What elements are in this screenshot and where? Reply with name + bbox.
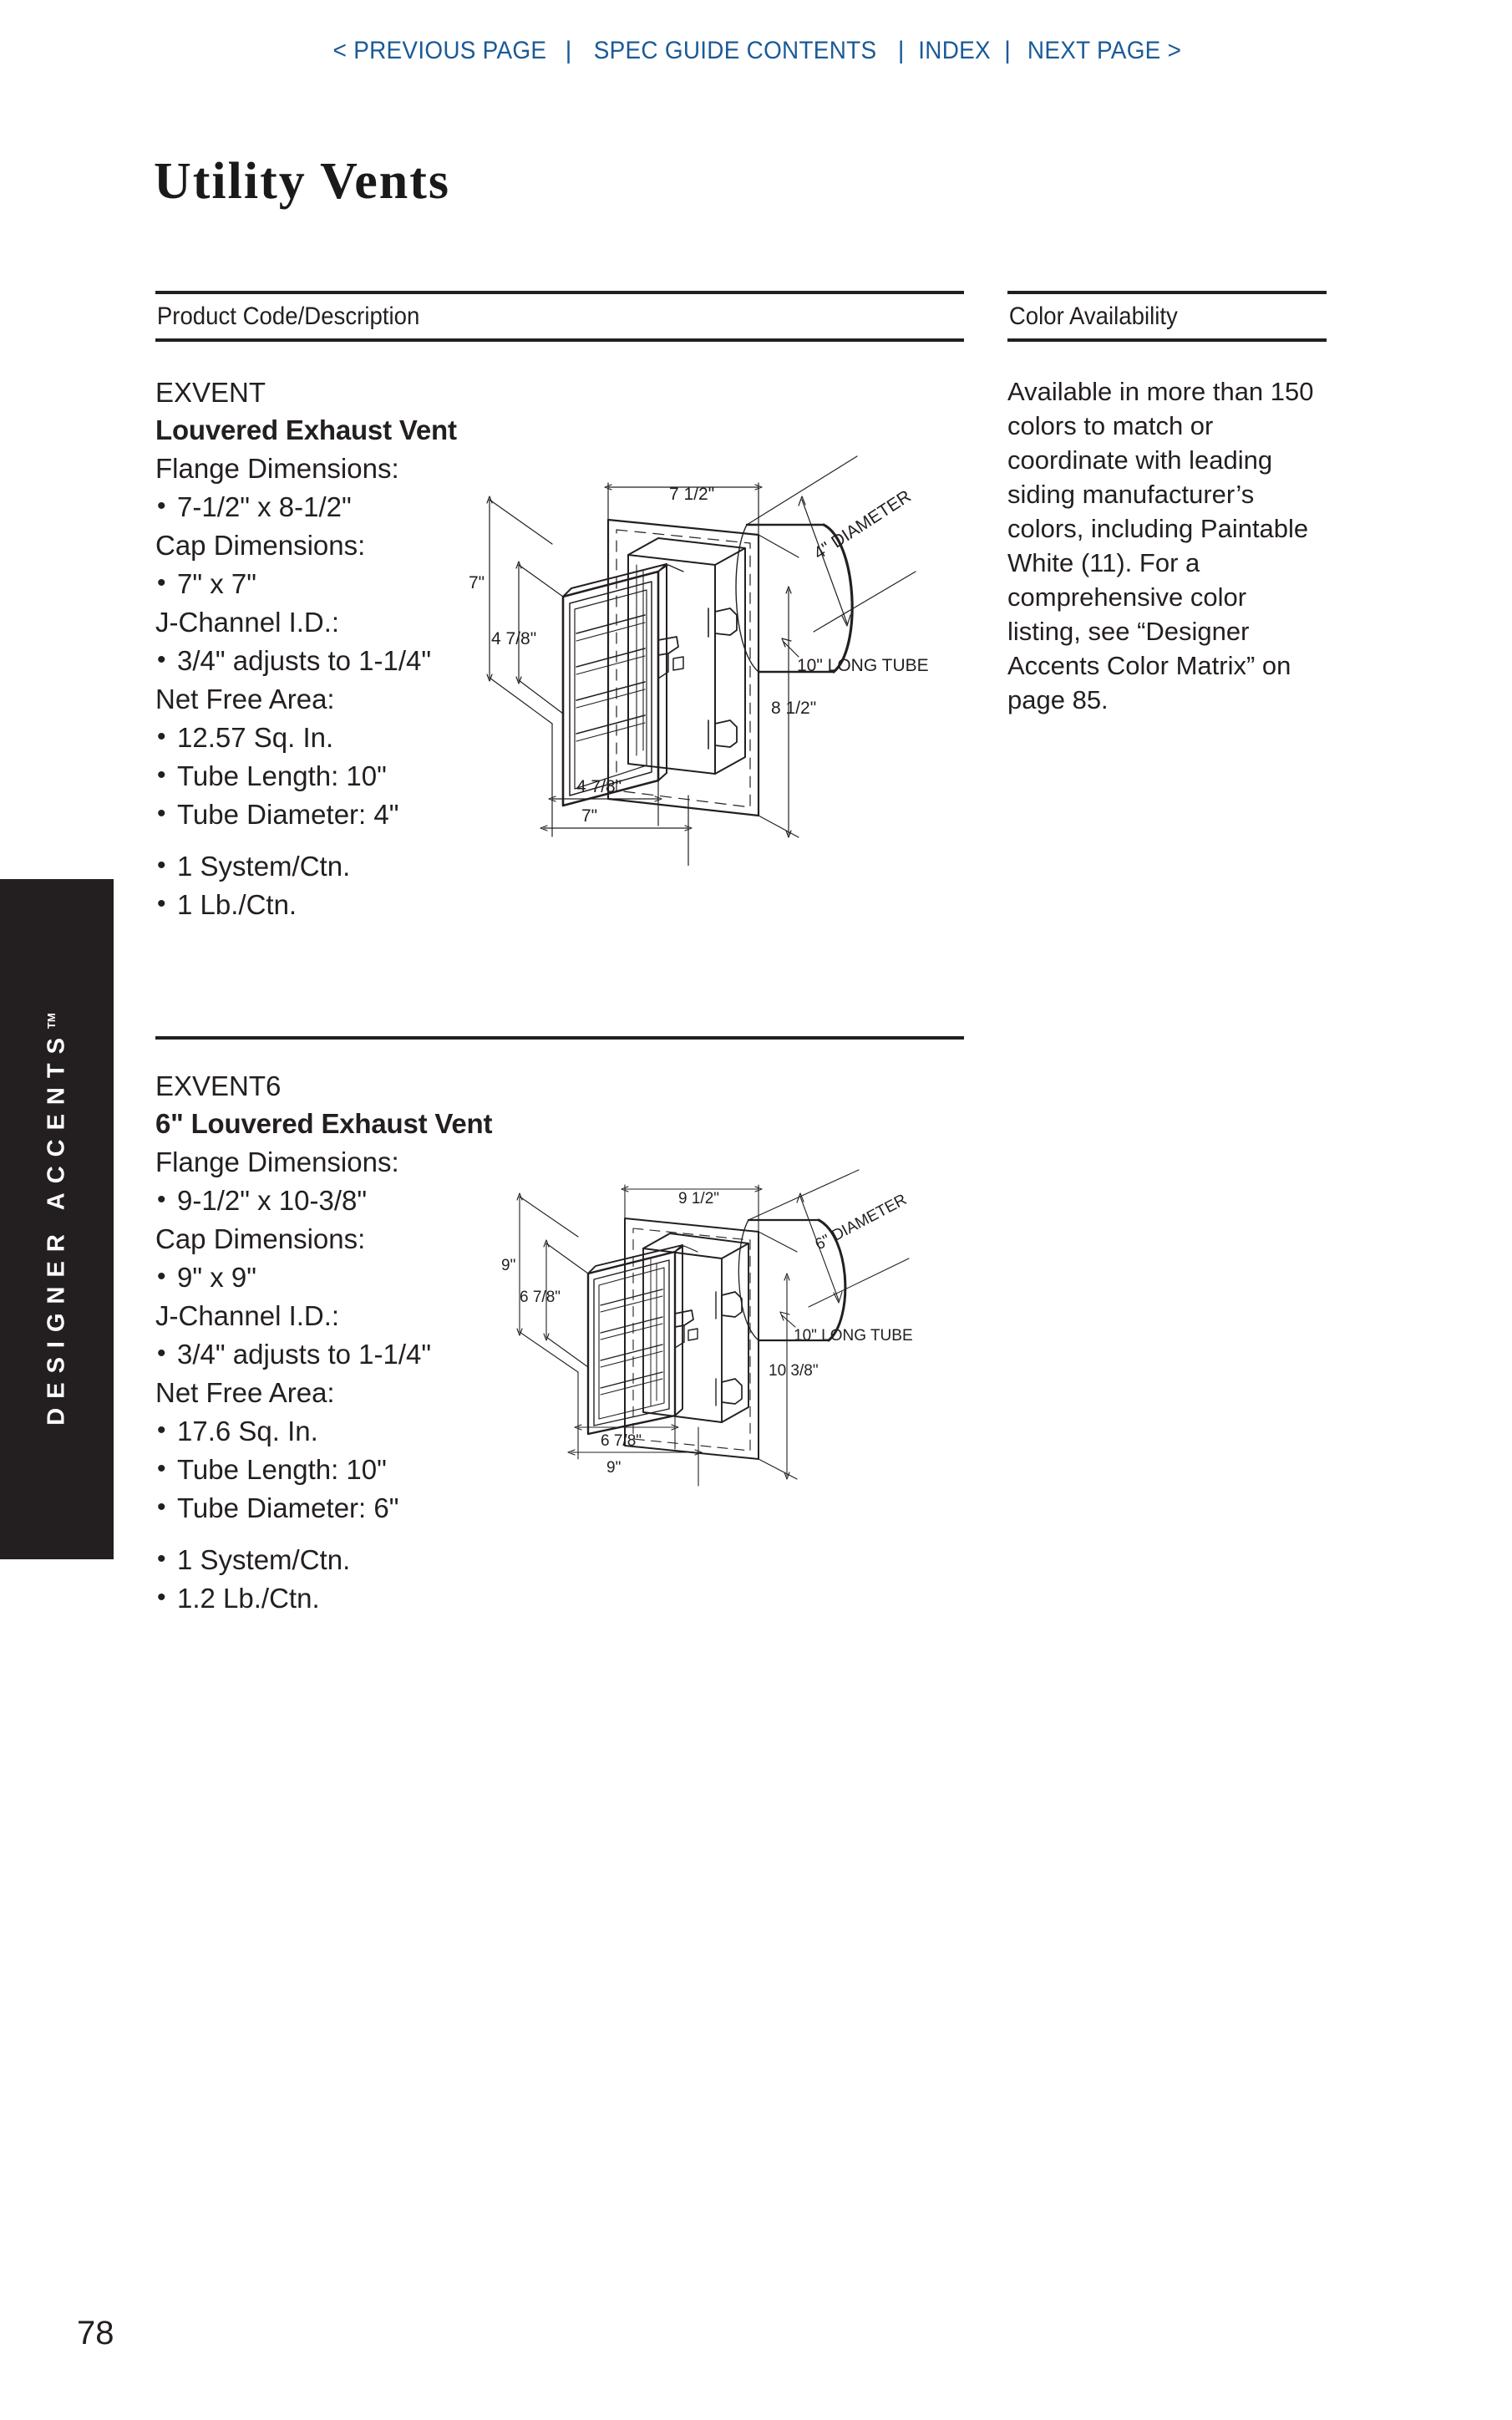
page-navigation bbox=[0, 37, 1512, 65]
drawing-label-flange-width: 9 1/2" bbox=[678, 1190, 720, 1207]
spec-group-heading: Flange Dimensions: bbox=[155, 1146, 399, 1177]
drawing-label-louver-height: 4 7/8" bbox=[491, 629, 537, 648]
drawing-label-tube-length: 10" LONG TUBE bbox=[797, 656, 929, 675]
spec-group-list bbox=[155, 1335, 515, 1374]
color-availability-text: Available in more than 150 colors to match or coordinate with leading siding manufacturer’s colors, including Paintable White (11). For a comprehensive color listing, see “Designer Accents Color Matrix” on page 85. bbox=[1007, 377, 1314, 714]
nav-next-page[interactable]: NEXT PAGE > bbox=[1027, 37, 1182, 64]
spec-item: • Tube Length: 10" bbox=[155, 1451, 515, 1489]
trademark-symbol: TM bbox=[44, 1013, 58, 1030]
product-name: 6" Louvered Exhaust Vent bbox=[155, 1108, 493, 1139]
spec-item: • 7-1/2" x 8-1/2" bbox=[155, 488, 515, 526]
drawing-label-louver-width: 4 7/8" bbox=[576, 777, 622, 796]
section-tab-designer-accents bbox=[0, 879, 114, 1559]
drawing-label-flange-height: 10 3/8" bbox=[769, 1362, 819, 1380]
product-drawing-exvent bbox=[464, 448, 1016, 866]
packaging-list bbox=[155, 847, 515, 924]
product-code: EXVENT bbox=[155, 377, 266, 408]
product-divider-rule bbox=[155, 1036, 964, 1040]
spec-group-list bbox=[155, 719, 515, 834]
spec-group-list bbox=[155, 488, 515, 526]
column-header-color-label: Color Availability bbox=[1008, 302, 1178, 330]
drawing-label-tube-length: 10" LONG TUBE bbox=[794, 1327, 913, 1345]
product-drawing-exvent6 bbox=[498, 1167, 999, 1551]
spec-group-list bbox=[155, 1182, 515, 1220]
product-spec-exvent6 bbox=[155, 1068, 515, 1618]
nav-index[interactable]: INDEX bbox=[918, 37, 991, 64]
page-number: 78 bbox=[77, 2315, 114, 2351]
drawing-label-flange-width: 7 1/2" bbox=[669, 485, 715, 504]
spec-group-list bbox=[155, 1258, 515, 1297]
product-spec-exvent bbox=[155, 374, 515, 924]
drawing-label-cap-width: 7" bbox=[581, 806, 598, 826]
drawing-label-tube-diameter: 6" DIAMETER bbox=[812, 1191, 910, 1254]
column-header-color bbox=[1007, 291, 1327, 342]
spec-item: • 9-1/2" x 10-3/8" bbox=[155, 1182, 515, 1220]
spec-group-heading: J-Channel I.D.: bbox=[155, 607, 340, 638]
nav-separator-3: | bbox=[1004, 37, 1012, 64]
spec-item: • 17.6 Sq. In. bbox=[155, 1412, 515, 1451]
drawing-label-cap-height: 9" bbox=[501, 1257, 516, 1274]
drawing-label-tube-diameter: 4" DIAMETER bbox=[810, 486, 915, 564]
nav-previous-page[interactable]: < PREVIOUS PAGE bbox=[332, 37, 546, 64]
drawing-label-flange-height: 8 1/2" bbox=[771, 699, 817, 718]
spec-group-heading: Cap Dimensions: bbox=[155, 1223, 366, 1254]
drawing-label-cap-height: 7" bbox=[469, 573, 485, 592]
spec-group-heading: Cap Dimensions: bbox=[155, 530, 366, 561]
nav-spec-guide-contents[interactable]: SPEC GUIDE CONTENTS bbox=[593, 37, 877, 64]
spec-item: • 7" x 7" bbox=[155, 565, 515, 603]
spec-group-list bbox=[155, 1412, 515, 1528]
rule-below-product-header bbox=[155, 338, 964, 342]
nav-separator-2: | bbox=[897, 37, 905, 64]
packaging-item: • 1.2 Lb./Ctn. bbox=[155, 1579, 515, 1618]
section-tab-label bbox=[43, 1013, 71, 1425]
nav-separator-1: | bbox=[565, 37, 572, 64]
packaging-item: • 1 Lb./Ctn. bbox=[155, 886, 515, 924]
spec-spacer bbox=[155, 834, 515, 847]
spec-spacer bbox=[155, 1528, 515, 1541]
spec-group-list bbox=[155, 565, 515, 603]
column-header-product-label: Product Code/Description bbox=[156, 302, 420, 330]
spec-item: • 3/4" adjusts to 1-1/4" bbox=[155, 1335, 515, 1374]
spec-item: • Tube Diameter: 6" bbox=[155, 1489, 515, 1528]
spec-item: • 12.57 Sq. In. bbox=[155, 719, 515, 757]
product-name: Louvered Exhaust Vent bbox=[155, 414, 457, 445]
section-tab-text: DESIGNER ACCENTS bbox=[43, 1029, 70, 1426]
spec-group-heading: Net Free Area: bbox=[155, 1377, 335, 1408]
column-header-product bbox=[155, 291, 964, 342]
spec-item: • Tube Length: 10" bbox=[155, 757, 515, 796]
page-title: Utility Vents bbox=[154, 153, 450, 210]
rule-below-color-header bbox=[1007, 338, 1327, 342]
spec-item: • 9" x 9" bbox=[155, 1258, 515, 1297]
drawing-label-louver-height: 6 7/8" bbox=[520, 1289, 561, 1306]
spec-item: • 3/4" adjusts to 1-1/4" bbox=[155, 642, 515, 680]
spec-group-heading: Flange Dimensions: bbox=[155, 453, 399, 484]
spec-item: • Tube Diameter: 4" bbox=[155, 796, 515, 834]
drawing-label-louver-width: 6 7/8" bbox=[601, 1432, 642, 1450]
spec-group-heading: J-Channel I.D.: bbox=[155, 1300, 340, 1331]
spec-group-list bbox=[155, 642, 515, 680]
drawing-label-cap-width: 9" bbox=[606, 1459, 622, 1477]
packaging-list bbox=[155, 1541, 515, 1618]
packaging-item: • 1 System/Ctn. bbox=[155, 847, 515, 886]
product-code: EXVENT6 bbox=[155, 1070, 282, 1101]
packaging-item: • 1 System/Ctn. bbox=[155, 1541, 515, 1579]
spec-group-heading: Net Free Area: bbox=[155, 684, 335, 714]
